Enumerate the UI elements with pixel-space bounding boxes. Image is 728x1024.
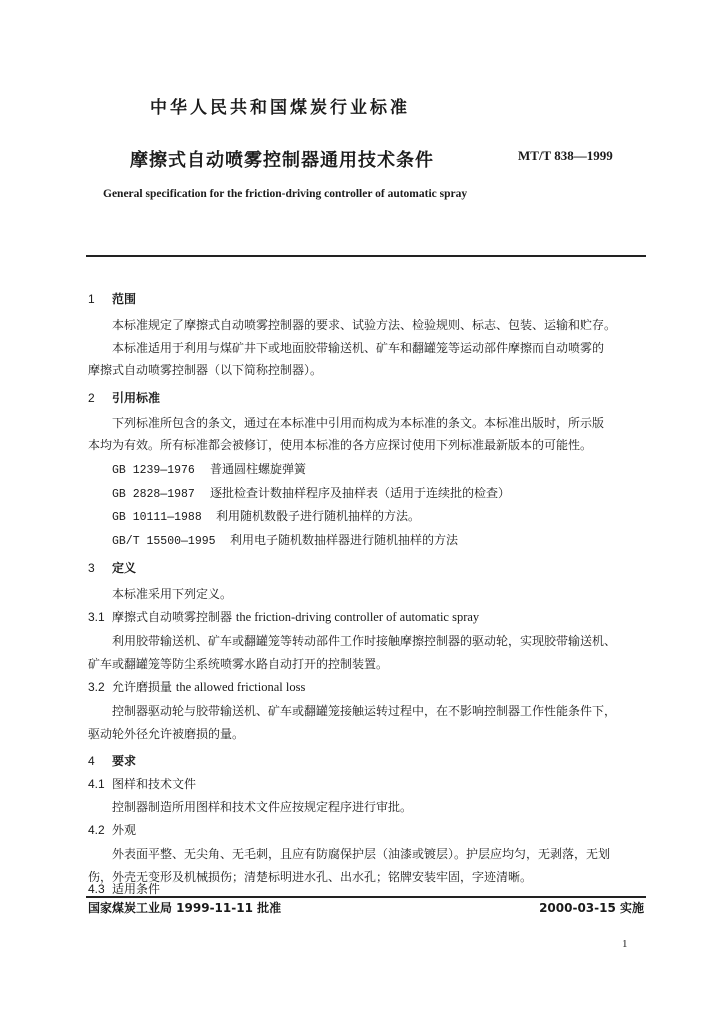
section-2-heading: 2 引用标准: [88, 391, 161, 405]
reference-item: GB 2828—1987 逐批检查计数抽样程序及抽样表（适用于连续批的检查）: [112, 486, 511, 501]
english-title: General specification for the friction-driving controller of automatic spray: [103, 188, 468, 200]
section-1-heading: 1 范围: [88, 292, 137, 306]
standard-type-heading: 中华人民共和国煤炭行业标准: [150, 98, 410, 118]
section-4-heading: 4 要求: [88, 754, 137, 768]
paragraph: 本均为有效。所有标准都会被修订，使用本标准的各方应探讨使用下列标准最新版本的可能性。: [88, 438, 593, 452]
subsection-4-2-heading: 4.2 外观: [88, 823, 137, 837]
subsection-3-2-heading: 3.2 允许磨损量 the allowed frictional loss: [88, 680, 306, 694]
approval-line: 国家煤炭工业局 1999-11-11 批准: [88, 901, 282, 915]
page-number: 1: [622, 938, 628, 950]
subsection-4-1-heading: 4.1 图样和技术文件: [88, 777, 197, 791]
reference-item: GB/T 15500—1995 利用电子随机数抽样器进行随机抽样的方法: [112, 533, 459, 548]
paragraph: 控制器制造所用图样和技术文件应按规定程序进行审批。: [112, 800, 413, 814]
paragraph: 摩擦式自动喷雾控制器（以下简称控制器）。: [88, 363, 323, 377]
implementation-date: 2000-03-15 实施: [539, 901, 644, 915]
footer-divider: [86, 896, 646, 898]
paragraph: 本标准规定了摩擦式自动喷雾控制器的要求、试验方法、检验规则、标志、包装、运输和贮存。: [112, 318, 617, 332]
reference-item: GB 10111—1988 利用随机数骰子进行随机抽样的方法。: [112, 509, 421, 524]
paragraph: 本标准采用下列定义。: [112, 587, 233, 601]
paragraph: 伤，外壳无变形及机械损伤；清楚标明进水孔、出水孔；铭牌安装牢固，字迹清晰。: [88, 870, 533, 884]
paragraph: 利用胶带输送机、矿车或翻罐笼等转动部件工作时接触摩擦控制器的驱动轮，实现胶带输送机、: [112, 634, 617, 648]
paragraph: 本标准适用于利用与煤矿井下或地面胶带输送机、矿车和翻罐笼等运动部件摩擦而自动喷雾的: [112, 341, 605, 355]
subsection-4-3-heading: 4.3 适用条件: [88, 882, 161, 896]
reference-item: GB 1239—1976 普通圆柱螺旋弹簧: [112, 462, 307, 477]
paragraph: 下列标准所包含的条文，通过在本标准中引用而构成为本标准的条文。本标准出版时，所示版: [112, 416, 605, 430]
document-title: 摩擦式自动喷雾控制器通用技术条件: [130, 150, 434, 171]
paragraph: 控制器驱动轮与胶带输送机、矿车或翻罐笼接触运转过程中，在不影响控制器工作性能条件下，: [112, 704, 617, 718]
paragraph: 矿车或翻罐笼等防尘系统喷雾水路自动打开的控制装置。: [88, 657, 389, 671]
section-3-heading: 3 定义: [88, 561, 137, 575]
header-divider: [86, 255, 646, 257]
paragraph: 驱动轮外径允许被磨损的量。: [88, 727, 245, 741]
standard-code: MT/T 838—1999: [518, 148, 613, 163]
subsection-3-1-heading: 3.1 摩擦式自动喷雾控制器 the friction-driving controller of automatic spray: [88, 610, 480, 624]
paragraph: 外表面平整、无尖角、无毛刺，且应有防腐保护层（油漆或镀层）。护层应均匀，无剥落，无划: [112, 847, 611, 861]
